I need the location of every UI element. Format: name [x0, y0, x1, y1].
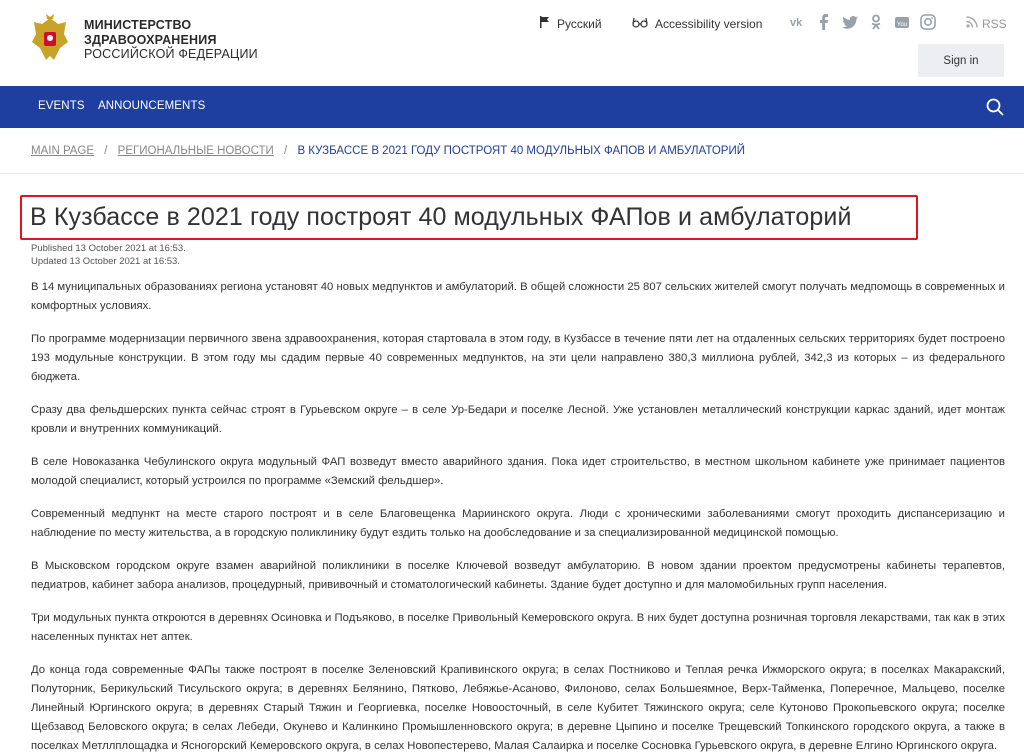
article-meta — [31, 242, 186, 268]
main-nav — [0, 86, 1024, 128]
coat-of-arms-logo[interactable] — [28, 12, 72, 64]
svg-text:You: You — [897, 22, 908, 28]
language-label: Русский — [557, 16, 602, 31]
rss-label: RSS — [982, 16, 1007, 31]
article-paragraph: Современный медпункт на месте старого построят и в селе Благовещенка Мариинского округа. Люди с хроническими заболеваниями смогут проходить диспансеризацию и наблюдение по месту жительства, а в городскую поликлинику будут ездить только на дообследование и за специализированной медицинской помощью. — [31, 508, 1005, 539]
breadcrumb-separator: / — [284, 145, 288, 157]
published-date: Published 13 October 2021 at 16:53. — [31, 243, 186, 254]
breadcrumb — [31, 145, 745, 157]
svg-text:vk: vk — [790, 17, 803, 29]
glasses-icon — [632, 16, 648, 31]
rss-icon — [966, 16, 978, 31]
search-icon[interactable] — [986, 98, 1004, 116]
breadcrumb-regional-news[interactable]: РЕГИОНАЛЬНЫЕ НОВОСТИ — [117, 145, 274, 157]
site-header — [0, 0, 1024, 86]
ministry-name[interactable] — [84, 18, 258, 62]
article-paragraph: В 14 муниципальных образованиях региона установят 40 новых медпунктов и амбулаторий. В общей сложности 25 807 сельских жителей смогут получать медпомощь в современных и комфортных условиях. — [31, 281, 1005, 312]
social-links — [790, 14, 936, 30]
accessibility-label: Accessibility version — [655, 16, 763, 31]
divider — [0, 173, 1024, 174]
article-paragraph: В Мысковском городском округе взамен аварийной поликлиники в поселке Ключевой возведут амбулаторию. В новом здании проектом предусмотрены кабинеты терапевтов, педиатров, кабинет забора анализов, процедурный, прививочный и стоматологический кабинеты. Здание будет доступно и для маломобильных групп населения. — [31, 560, 1005, 591]
accessibility-link[interactable] — [632, 16, 762, 31]
nav-item-announcements[interactable]: ANNOUNCEMENTS — [98, 100, 206, 112]
flag-icon — [540, 16, 550, 31]
article-paragraph: Три модульных пункта откроются в деревнях Осиновка и Подъяково, в поселке Привольный Кемеровского округа. В них будет доступна розничная торговля лекарствами, так как в этих населенных пунктах нет аптек. — [31, 612, 1005, 643]
org-line-2: ЗДРАВООХРАНЕНИЯ — [84, 32, 217, 47]
org-line-3: РОССИЙСКОЙ ФЕДЕРАЦИИ — [84, 47, 258, 61]
language-switch[interactable] — [540, 16, 602, 31]
article-title: В Кузбассе в 2021 году построят 40 модульных ФАПов и амбулаторий — [30, 203, 852, 231]
org-line-1: МИНИСТЕРСТВО — [84, 18, 192, 32]
breadcrumb-separator: / — [104, 145, 108, 157]
breadcrumb-main-page[interactable]: MAIN PAGE — [31, 145, 95, 157]
facebook-icon[interactable] — [816, 14, 832, 30]
article-paragraph: До конца года современные ФАПы также построят в поселке Зеленовский Крапивинского округа; в селах Постниково и Теплая речка Ижморского округа; в поселках Макаракский, Полуторник, Берикульский Тисульского округа; в деревнях Белянино, Пятково, Лебяжье-Асаново, Филоново, селах Большеямное, Верх-Тайменка, Поперечное, Мальцево, поселке Линейный Юргинского округа; в деревнях Старый Тяжин и Георгиевка, поселке Новоосточный, в селе Кубитет Тяжинского округа; селе Кутоново Прокопьевского округа; поселке Щебзавод Беловского округа; в селах Лебеди, Окунево и Калинкино Промышленновского округа; в деревне Цыпино и поселке Трещевский Топкинского городского округа, а также в поселках Метллплощадка и Ясногорский Кемеровского округа, в селах Новопестерево, Малая Салаирка и поселке Сосновка Гурьевского округа, в деревне Елгино Юргинского округа. — [31, 664, 1005, 752]
instagram-icon[interactable] — [920, 14, 936, 30]
updated-date: Updated 13 October 2021 at 16:53. — [31, 256, 180, 267]
article-body — [31, 278, 1005, 753]
nav-item-events[interactable]: EVENTS — [38, 100, 85, 112]
breadcrumb-current: В КУЗБАССЕ В 2021 ГОДУ ПОСТРОЯТ 40 МОДУЛЬНЫХ ФАПОВ И АМБУЛАТОРИЙ — [297, 145, 745, 157]
rss-link[interactable] — [966, 16, 1007, 31]
article-paragraph: В селе Новоказанка Чебулинского округа модульный ФАП возведут вместо аварийного здания. Пока идет строительство, в местном школьном кабинете уже принимает пациентов молодой специалист, который устроился по программе «Земский фельдшер». — [31, 456, 1005, 487]
article-paragraph: По программе модернизации первичного звена здравоохранения, которая стартовала в этом году, в Кузбассе в течение пяти лет на отдаленных сельских территориях будет построено 193 модульные конструкции. В этом году мы сдадим первые 40 современных медпунктов, на эти цели направлено 380,3 миллиона рублей, 342,3 из которых – из федерального бюджета. — [31, 333, 1005, 383]
odnoklassniki-icon[interactable] — [868, 14, 884, 30]
twitter-icon[interactable] — [842, 14, 858, 30]
article-paragraph: Сразу два фельдшерских пункта сейчас строят в Гурьевском округе – в селе Ур-Бедари и поселке Лесной. Уже установлен металлический конструкции каркас зданий, идет монтаж кровли и внутренних коммуникаций. — [31, 404, 1005, 435]
sign-in-button[interactable]: Sign in — [918, 44, 1004, 77]
vk-icon[interactable] — [790, 14, 806, 30]
youtube-icon[interactable] — [894, 14, 910, 30]
